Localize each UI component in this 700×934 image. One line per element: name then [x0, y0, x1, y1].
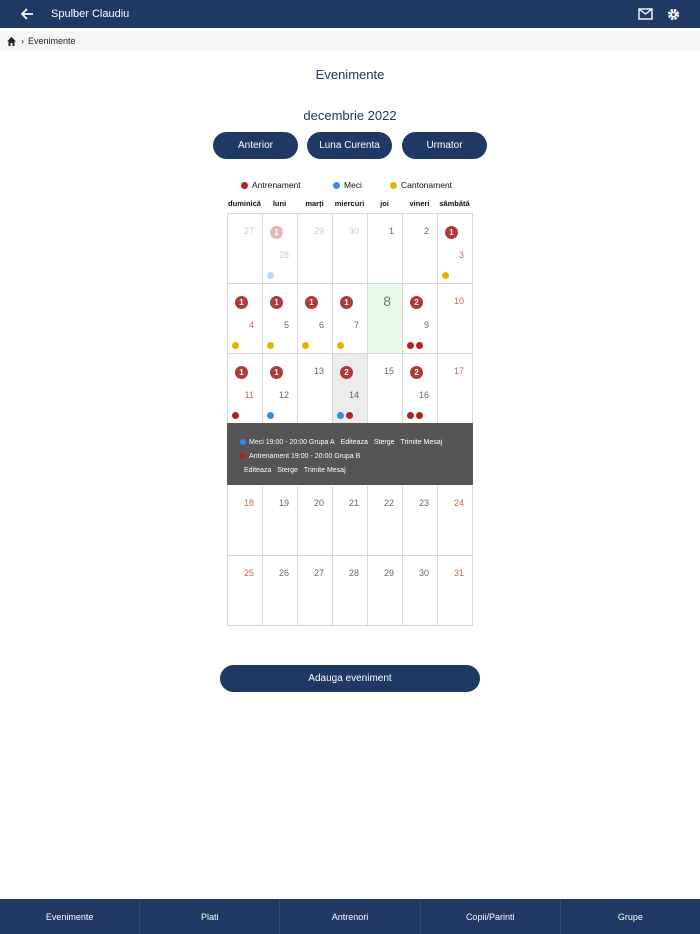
weekday-label: miercuri — [334, 199, 365, 208]
event-dots — [302, 342, 309, 349]
legend-item-meci — [333, 180, 362, 190]
event-dot — [232, 342, 239, 349]
calendar-day-cell[interactable] — [403, 214, 438, 284]
current-month-button[interactable]: Luna Curenta — [307, 132, 392, 159]
delete-event-link[interactable]: Sterge — [373, 438, 395, 446]
event-count-badge: 1 — [270, 226, 283, 239]
legend-label: Antrenament — [252, 180, 301, 190]
event-dot — [346, 412, 353, 419]
event-dot — [416, 342, 423, 349]
calendar-day-cell[interactable] — [263, 354, 298, 424]
edit-event-link[interactable]: Editeaza — [244, 466, 272, 474]
day-number: 20 — [313, 498, 324, 508]
calendar-day-cell[interactable] — [438, 354, 473, 424]
chevron-right-icon: › — [21, 36, 24, 46]
calendar-day-cell[interactable] — [298, 214, 333, 284]
weekday-label: vineri — [409, 199, 430, 208]
calendar-week-row — [228, 556, 473, 626]
calendar-day-cell[interactable] — [403, 486, 438, 556]
day-number: 19 — [278, 498, 289, 508]
weekday-label: sâmbătă — [439, 199, 470, 208]
day-number: 14 — [348, 390, 359, 400]
event-dot — [407, 412, 414, 419]
calendar-day-cell[interactable] — [403, 284, 438, 354]
event-dots — [337, 342, 344, 349]
bottom-nav — [0, 899, 700, 934]
day-number: 23 — [418, 498, 429, 508]
edit-event-link[interactable]: Editeaza — [340, 438, 368, 446]
event-dot — [407, 342, 414, 349]
calendar-day-cell[interactable] — [333, 354, 368, 424]
day-number: 27 — [243, 226, 254, 236]
calendar-day-cell[interactable] — [438, 486, 473, 556]
calendar-day-cell[interactable] — [263, 486, 298, 556]
weekday-header — [227, 199, 473, 208]
event-count-badge: 2 — [410, 296, 423, 309]
page-title: Evenimente — [315, 67, 385, 82]
event-dot — [240, 439, 246, 445]
next-month-button[interactable]: Urmator — [402, 132, 487, 159]
weekday-label: luni — [272, 199, 287, 208]
day-number: 11 — [244, 390, 254, 400]
day-number: 26 — [278, 568, 289, 578]
event-dot — [267, 412, 274, 419]
home-icon[interactable] — [6, 36, 17, 47]
day-number: 18 — [243, 498, 254, 508]
event-count-badge: 1 — [340, 296, 353, 309]
day-number: 13 — [313, 366, 324, 376]
event-dots — [267, 412, 274, 419]
event-dots — [442, 272, 449, 279]
event-text: Meci 19:00 - 20:00 Grupa A — [249, 438, 335, 446]
event-count-badge: 1 — [445, 226, 458, 239]
calendar-day-cell[interactable] — [438, 214, 473, 284]
header-title: Spulber Claudiu — [51, 8, 130, 20]
day-number: 7 — [353, 320, 359, 330]
event-dots — [267, 272, 274, 279]
day-number: 15 — [383, 366, 394, 376]
calendar-day-cell[interactable] — [228, 214, 263, 284]
send-message-link[interactable]: Trimite Mesaj — [303, 466, 346, 474]
weekday-label: duminică — [228, 199, 261, 208]
day-number: 2 — [423, 226, 429, 236]
event-dot — [267, 272, 274, 279]
day-number: 24 — [453, 498, 464, 508]
calendar-day-cell[interactable] — [228, 284, 263, 354]
day-number: 17 — [453, 366, 464, 376]
legend-item-cantonament — [390, 180, 452, 190]
calendar-day-cell[interactable] — [403, 556, 438, 626]
day-number: 30 — [418, 568, 429, 578]
tab-antrenori[interactable]: Antrenori — [280, 899, 420, 934]
day-number: 28 — [348, 568, 359, 578]
calendar-week-row — [228, 214, 473, 284]
calendar-day-cell[interactable] — [298, 354, 333, 424]
event-count-badge: 1 — [270, 296, 283, 309]
day-number: 28 — [278, 250, 289, 260]
mail-icon[interactable] — [636, 5, 654, 23]
day-number: 12 — [278, 390, 289, 400]
event-dot — [240, 453, 246, 459]
event-dots — [232, 412, 239, 419]
day-number: 3 — [458, 250, 464, 260]
event-dots — [267, 342, 274, 349]
calendar-grid — [227, 213, 473, 626]
calendar-day-cell[interactable] — [438, 284, 473, 354]
event-dot — [267, 342, 274, 349]
event-count-badge: 2 — [340, 366, 353, 379]
weekday-label: joi — [380, 199, 389, 208]
calendar-week-row — [228, 284, 473, 354]
legend-label: Cantonament — [401, 180, 453, 190]
tab-evenimente[interactable]: Evenimente — [0, 899, 140, 934]
day-number: 4 — [248, 320, 254, 330]
calendar-day-cell[interactable] — [228, 354, 263, 424]
calendar-day-cell[interactable] — [438, 556, 473, 626]
calendar-day-cell[interactable] — [368, 284, 403, 354]
calendar-day-cell[interactable] — [333, 214, 368, 284]
calendar-day-cell[interactable] — [368, 556, 403, 626]
day-number: 21 — [348, 498, 359, 508]
legend-item-antrenament — [241, 180, 301, 190]
calendar-day-cell[interactable] — [263, 556, 298, 626]
popup-event — [240, 435, 463, 449]
tab-copii-parinti[interactable]: Copii/Parinti — [421, 899, 561, 934]
breadcrumb-current: Evenimente — [28, 36, 76, 46]
event-dot — [416, 412, 423, 419]
calendar-day-cell[interactable] — [263, 214, 298, 284]
tab-plati[interactable]: Plati — [140, 899, 280, 934]
calendar-week-row — [228, 486, 473, 556]
day-number: 1 — [388, 226, 394, 236]
calendar-day-cell[interactable] — [228, 486, 263, 556]
event-dot — [337, 342, 344, 349]
previous-month-button[interactable]: Anterior — [213, 132, 298, 159]
event-count-badge: 2 — [410, 366, 423, 379]
event-dots — [337, 412, 353, 419]
day-number: 16 — [418, 390, 429, 400]
event-count-badge: 1 — [270, 366, 283, 379]
month-title: decembrie 2022 — [303, 108, 397, 123]
event-count-badge: 1 — [235, 366, 248, 379]
day-events-popup — [227, 423, 473, 485]
weekday-label: marți — [305, 199, 324, 208]
calendar-week-row — [228, 354, 473, 424]
calendar-day-cell[interactable] — [228, 556, 263, 626]
day-number: 31 — [453, 568, 464, 578]
calendar-day-cell[interactable] — [333, 556, 368, 626]
gear-icon[interactable] — [664, 5, 682, 23]
day-number: 27 — [313, 568, 324, 578]
tab-grupe[interactable]: Grupe — [617, 911, 643, 922]
legend-dot — [333, 182, 340, 189]
event-dots — [232, 342, 239, 349]
app-header — [0, 0, 700, 28]
calendar-day-cell[interactable] — [368, 354, 403, 424]
calendar-day-cell[interactable] — [263, 284, 298, 354]
day-number: 30 — [348, 226, 359, 236]
event-dot — [442, 272, 449, 279]
event-dot — [337, 412, 344, 419]
event-dot — [232, 412, 239, 419]
add-event-button[interactable]: Adauga eveniment — [220, 665, 480, 692]
event-dots — [407, 412, 423, 419]
day-number: 5 — [283, 320, 289, 330]
day-number: 6 — [318, 320, 324, 330]
calendar-day-cell[interactable] — [333, 486, 368, 556]
event-count-badge: 1 — [235, 296, 248, 309]
calendar-day-cell[interactable] — [368, 486, 403, 556]
calendar-day-cell[interactable] — [403, 354, 438, 424]
legend-dot — [241, 182, 248, 189]
calendar-day-cell[interactable] — [298, 486, 333, 556]
day-number: 29 — [383, 568, 394, 578]
send-message-link[interactable]: Trimite Mesaj — [400, 438, 443, 446]
legend-label: Meci — [344, 180, 362, 190]
event-dot — [302, 342, 309, 349]
delete-event-link[interactable]: Sterge — [277, 466, 298, 474]
day-number: 29 — [313, 226, 324, 236]
event-text: Antrenament 19:00 - 20:00 Grupa B — [249, 452, 361, 460]
event-dots — [407, 342, 423, 349]
popup-actions — [240, 463, 463, 477]
day-number: 9 — [423, 320, 429, 330]
back-arrow-icon[interactable] — [17, 4, 37, 24]
calendar-day-cell[interactable] — [298, 284, 333, 354]
calendar-day-cell[interactable] — [298, 556, 333, 626]
day-number: 10 — [453, 296, 464, 306]
day-number: 8 — [383, 293, 391, 309]
calendar-day-cell[interactable] — [333, 284, 368, 354]
day-number: 22 — [383, 498, 394, 508]
day-number: 25 — [243, 568, 254, 578]
calendar-day-cell[interactable] — [368, 214, 403, 284]
event-count-badge: 1 — [305, 296, 318, 309]
breadcrumb — [0, 31, 700, 51]
legend-dot — [390, 182, 397, 189]
popup-event — [240, 449, 463, 463]
